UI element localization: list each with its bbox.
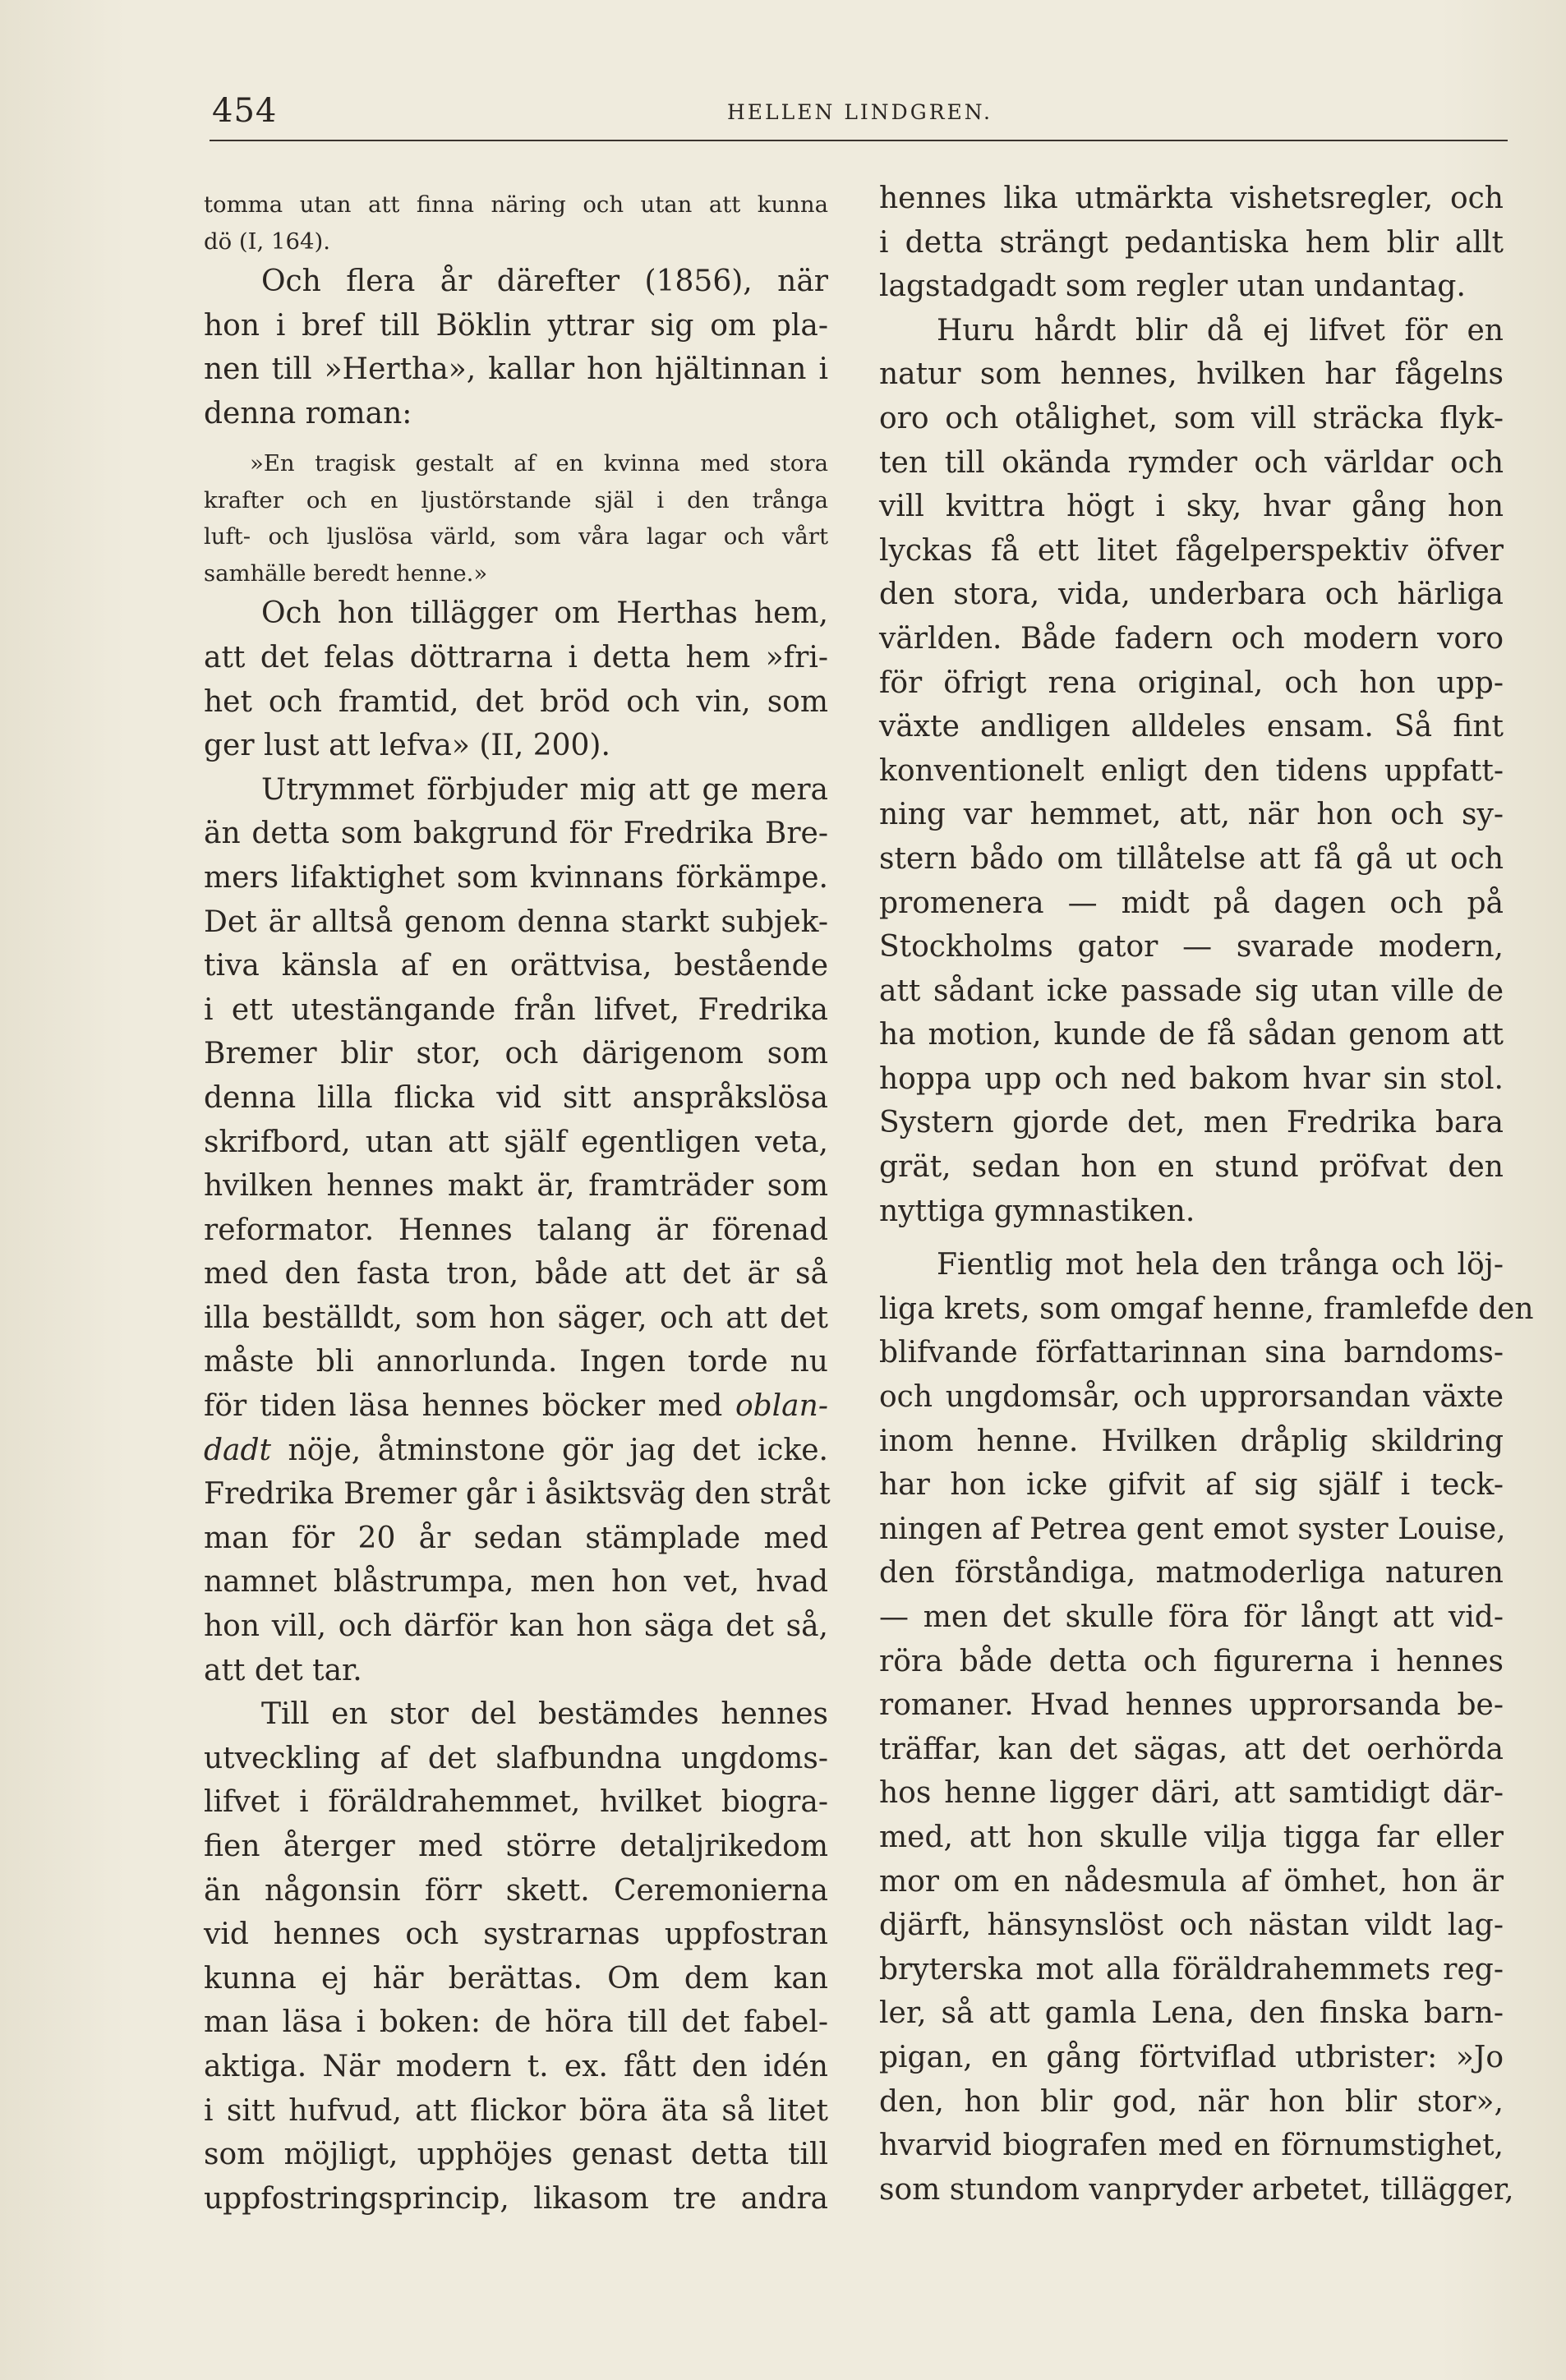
paragraph	[204, 768, 831, 1692]
paragraph	[879, 309, 1504, 1233]
text-line: romaner. Hvad hennes upprorsanda be-	[879, 1688, 1504, 1723]
text-line: promenera — midt på dagen och på	[879, 886, 1504, 920]
text-line: den, hon blir god, när hon blir stor»,	[879, 2084, 1504, 2119]
paragraph	[204, 592, 828, 767]
text-line: Systern gjorde det, men Fredrika bara	[879, 1106, 1504, 1140]
text-line: grät, sedan hon en stund pröfvat den	[879, 1150, 1504, 1185]
text-line: nyttiga gymnastiken.	[879, 1194, 1195, 1228]
right-column	[879, 177, 1534, 2212]
text-line: oro och otålighet, som vill sträcka flyk-	[879, 401, 1504, 435]
text-line: man läsa i boken: de höra till det fabel-	[204, 2005, 828, 2040]
text-line: måste bli annorlunda. Ingen torde nu	[204, 1345, 828, 1379]
text-line: vid hennes och systrarnas uppfostran	[204, 1917, 828, 1952]
text-line: tomma utan att finna näring och utan att kunna	[204, 191, 828, 218]
text-line: djärft, hänsynslöst och nästan vildt lag-	[879, 1908, 1504, 1943]
text-line: ha motion, kunde de få sådan genom att	[879, 1018, 1504, 1052]
text-line: som möjligt, upphöjes genast detta till	[204, 2138, 828, 2172]
text-line: den förståndiga, matmoderliga naturen	[879, 1556, 1504, 1591]
text-line: Bremer blir stor, och därigenom som	[204, 1037, 828, 1071]
text-line: Till en stor del bestämdes hennes	[261, 1697, 828, 1732]
text-line: än någonsin förr skett. Ceremonierna	[204, 1873, 828, 1908]
text-line: utveckling af det slafbundna ungdoms-	[204, 1741, 828, 1775]
text-line: ten till okända rymder och världar och	[879, 445, 1504, 480]
text-line: nen till »Hertha», kallar hon hjältinnan i	[204, 352, 828, 387]
text-line: blifvande författarinnan sina barndoms-	[879, 1336, 1504, 1370]
text-line: att det felas döttrarna i detta hem »fri-	[204, 640, 828, 674]
text-line: liga krets, som omgaf henne, framlefde den	[879, 1291, 1534, 1326]
text-line: »En tragisk gestalt af en kvinna med stora	[250, 450, 828, 477]
text-line: dadt nöje, åtminstone gör jag det icke.	[204, 1433, 828, 1467]
text-line: illa beställdt, som hon säger, och att det	[204, 1300, 828, 1335]
text-line: Och hon tillägger om Herthas hem,	[261, 596, 828, 631]
text-line: Utrymmet förbjuder mig att ge mera	[261, 772, 828, 807]
paragraph	[879, 1243, 1534, 2212]
text-line: pigan, en gång förtviflad utbrister: »Jo	[879, 2040, 1504, 2074]
paragraph	[879, 177, 1504, 309]
text-line: hon i bref till Böklin yttrar sig om pla-	[204, 308, 828, 343]
text-line: denna lilla flicka vid sitt anspråkslösa	[204, 1080, 828, 1115]
text-line: mor om en nådesmula af ömhet, hon är	[879, 1864, 1504, 1899]
italic-word: oblan-	[735, 1389, 828, 1424]
text-line: konventionelt enligt den tidens uppfatt-	[879, 753, 1504, 788]
text-line: aktiga. När modern t. ex. fått den idén	[204, 2049, 828, 2083]
paragraph	[204, 260, 828, 435]
header-rule	[210, 140, 1508, 141]
text-line: den stora, vida, underbara och härliga	[879, 578, 1504, 612]
text-line: Det är alltså genom denna starkt subjek-	[204, 905, 828, 939]
text-line: ningen af Petrea gent emot syster Louise,	[879, 1512, 1506, 1546]
text-line: med, att hon skulle vilja tigga far eller	[879, 1820, 1504, 1854]
text-line: tiva känsla af en orättvisa, bestående	[204, 949, 828, 983]
text-line: för öfrigt rena original, och hon upp-	[879, 665, 1504, 700]
text-line: stern bådo om tillåtelse att få gå ut och	[879, 841, 1504, 876]
text-line: namnet blåstrumpa, men hon vet, hvad	[204, 1565, 828, 1600]
text-line: — men det skulle föra för långt att vid-	[879, 1600, 1504, 1634]
text-line: lagstadgadt som regler utan undantag.	[879, 269, 1466, 304]
text-line: med den fasta tron, både att det är så	[204, 1257, 828, 1291]
text-line: i sitt hufvud, att flickor böra äta så litet	[204, 2093, 828, 2128]
text-line: att sådant icke passade sig utan ville de	[879, 974, 1504, 1008]
text-line: dö (I, 164).	[204, 228, 330, 255]
text-line: samhälle beredt henne.»	[204, 559, 488, 587]
text-line: för tiden läsa hennes böcker med oblan-	[204, 1389, 828, 1424]
text-line: lifvet i föräldrahemmet, hvilket biogra-	[204, 1785, 828, 1820]
text-line: vill kvittra högt i sky, hvar gång hon	[879, 490, 1504, 524]
text-line: ger lust att lefva» (II, 200).	[204, 729, 610, 763]
text-line: Och flera år därefter (1856), när	[261, 265, 828, 298]
text-line: natur som hennes, hvilken har fågelns	[879, 357, 1504, 392]
text-line: har hon icke gifvit af sig själf i teck-	[879, 1468, 1504, 1503]
text-line: hon vill, och därför kan hon säga det så,	[204, 1609, 828, 1644]
text-line: hennes lika utmärkta vishetsregler, och	[879, 182, 1504, 215]
text-line: hvilken hennes makt är, framträder som	[204, 1169, 828, 1204]
text-line: luft- och ljuslösa värld, som våra lagar och vårt	[204, 523, 828, 550]
text-line: växte andligen alldeles ensam. Så fint	[879, 710, 1504, 744]
text-line: Huru hårdt blir då ej lifvet för en	[937, 313, 1504, 348]
text-line: i detta strängt pedantiska hem blir allt	[879, 225, 1504, 260]
text-line: hos henne ligger däri, att samtidigt där-	[879, 1776, 1504, 1811]
text-line: att det tar.	[204, 1653, 362, 1687]
text-line: ler, så att gamla Lena, den finska barn-	[879, 1996, 1504, 2031]
text-line: man för 20 år sedan stämplade med	[204, 1521, 828, 1555]
text-line: skrifbord, utan att själf egentligen veta,	[204, 1125, 828, 1159]
text-line: än detta som bakgrund för Fredrika Bre-	[204, 817, 828, 851]
paragraph	[204, 1692, 828, 2221]
opening-lines	[204, 186, 828, 260]
text-line: Fientlig mot hela den trånga och löj-	[937, 1248, 1504, 1282]
text-line: ning var hemmet, att, när hon och sy-	[879, 798, 1504, 832]
text-line: lyckas få ett litet fågelperspektiv öfver	[879, 533, 1504, 568]
text-line: inom henne. Hvilken dråplig skildring	[879, 1424, 1504, 1458]
text-line: träffar, kan det sägas, att det oerhörda	[879, 1732, 1504, 1766]
text-line: fien återger med större detaljrikedom	[204, 1830, 828, 1863]
text-line: krafter och en ljustörstande själ i den trånga	[204, 486, 828, 513]
text-line: mers lifaktighet som kvinnans förkämpe.	[204, 860, 828, 895]
text-line: hvarvid biografen med en förnumstighet,	[879, 2129, 1504, 2163]
text-line: världen. Både fadern och modern voro	[879, 621, 1504, 656]
text-line: uppfostringsprincip, likasom tre andra	[204, 2181, 828, 2216]
text-line: denna roman:	[204, 396, 412, 430]
text-line: het och framtid, det bröd och vin, som	[204, 684, 828, 719]
running-head: HELLEN LINDGREN.	[727, 100, 993, 124]
text-line: hoppa upp och ned bakom hvar sin stol.	[879, 1061, 1504, 1096]
text-line: röra både detta och figurerna i hennes	[879, 1644, 1504, 1678]
text-line: kunna ej här berättas. Om dem kan	[204, 1961, 828, 1996]
text-line: som stundom vanpryder arbetet, tillägger,	[879, 2172, 1514, 2207]
page-number: 454	[212, 92, 278, 130]
italic-word: dadt	[204, 1433, 272, 1467]
text-line: bryterska mot alla föräldrahemmets reg-	[879, 1952, 1504, 1986]
text-line: reformator. Hennes talang är förenad	[204, 1213, 828, 1247]
left-column	[204, 177, 831, 2221]
text-line: i ett utestängande från lifvet, Fredrika	[204, 992, 828, 1027]
block-quote	[204, 445, 828, 592]
text-line: och ungdomsår, och upprorsandan växte	[879, 1380, 1504, 1415]
text-line: Stockholms gator — svarade modern,	[879, 930, 1504, 964]
text-line: Fredrika Bremer går i åsiktsväg den stråt	[204, 1477, 831, 1512]
